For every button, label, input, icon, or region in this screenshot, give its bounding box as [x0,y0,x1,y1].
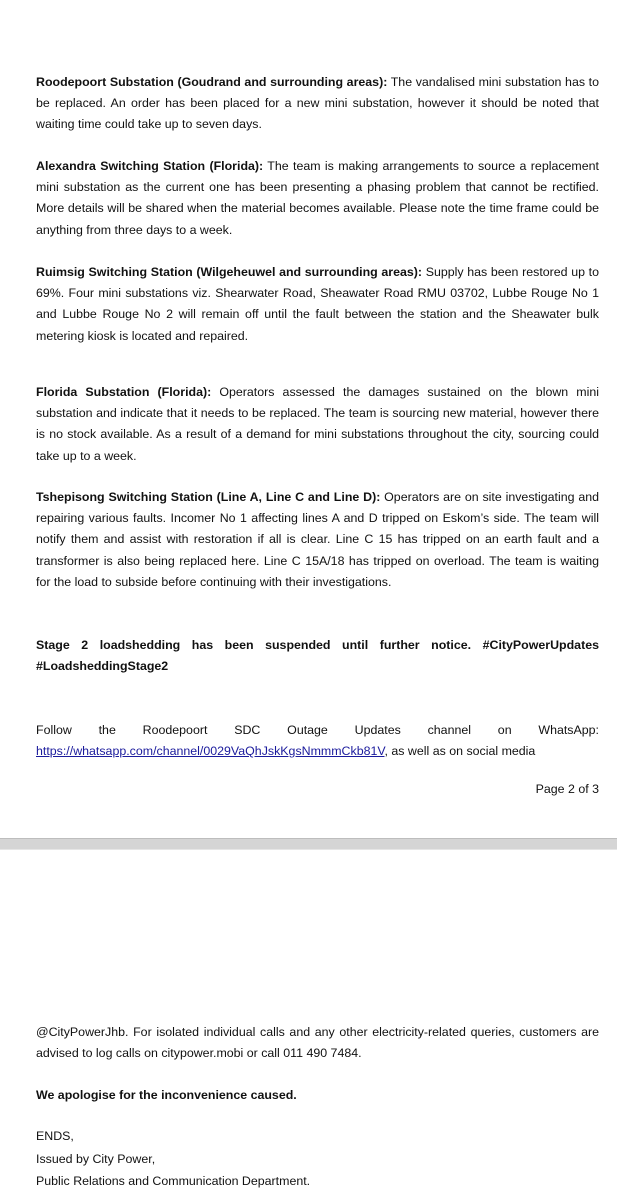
document-page-2 [0,850,617,1200]
section-body: Operators are on site investigating and repairing various faults. Incomer No 1 affecting lines A and D tripped on Eskom’s side. The team will notify them and assist with restoration if all is clear. Line C 15 has tripped on an earth fault and a transformer is also being replaced here. Line C 15A/18 has tripped on overload. The team is waiting for the load to subside before continuing with their investigations. [36,490,599,589]
whatsapp-follow-notice [36,720,599,762]
loadshedding-notice: Stage 2 loadshedding has been suspended until further notice. #CityPowerUpdates #LoadsheddingStage2 [36,638,599,674]
section-ruimsig-switching-station [36,262,599,347]
whatsapp-channel-link[interactable]: https://whatsapp.com/channel/0029VaQhJskKgsNmmmCkb81V [36,744,385,759]
department-name: Public Relations and Communication Department. [36,1174,311,1188]
section-heading: Alexandra Switching Station (Florida): [36,159,264,173]
section-alexandra-switching-station [36,156,599,241]
section-body: Supply has been restored up to 69%. Four mini substations viz. Shearwater Road, Sheawater Road RMU 03702, Lubbe Rouge No 1 and Lubbe Rouge No 2 will remain off until the fault between the station and the Sheawater bulk metering kiosk is located and repaired. [36,265,599,343]
section-body: The team is making arrangements to source a replacement mini substation as the current one has been presenting a phasing problem that cannot be rectified. More details will be shared when the material becomes available. Please note the time frame could be anything from three days to a week. [36,159,599,237]
section-heading: Roodepoort Substation (Goudrand and surrounding areas): [36,75,388,89]
section-heading: Florida Substation (Florida): [36,385,212,399]
page-separator [0,838,617,850]
contact-notice: @CityPowerJhb. For isolated individual calls and any other electricity-related queries, customers are advised to log calls on citypower.mobi or call 011 490 7484. [36,1025,599,1061]
page-number: Page 2 of 3 [535,782,599,796]
section-florida-substation [36,382,599,467]
ends-marker: ENDS, [36,1129,74,1143]
section-tshepisong-switching-station [36,487,599,593]
follow-suffix: , as well as on social media [384,744,536,759]
follow-prefix: Follow the Roodepoort SDC Outage Updates channel on WhatsApp: [36,723,599,737]
section-body: The vandalised mini substation has to be replaced. An order has been placed for a new mini substation, however it should be noted that waiting time could take up to seven days. [36,75,599,132]
section-heading: Tshepisong Switching Station (Line A, Line C and Line D): [36,490,381,504]
section-heading: Ruimsig Switching Station (Wilgeheuwel and surrounding areas): [36,265,423,279]
section-body: Operators assessed the damages sustained on the blown mini substation and indicate that it needs to be replaced. The team is sourcing new material, however there is no stock available. As a result of a demand for mini substations throughout the city, sourcing could take up to a week. [36,385,600,463]
section-roodepoort-substation [36,72,599,136]
issued-by: Issued by City Power, [36,1152,156,1166]
apology-statement: We apologise for the inconvenience caused. [36,1088,297,1102]
